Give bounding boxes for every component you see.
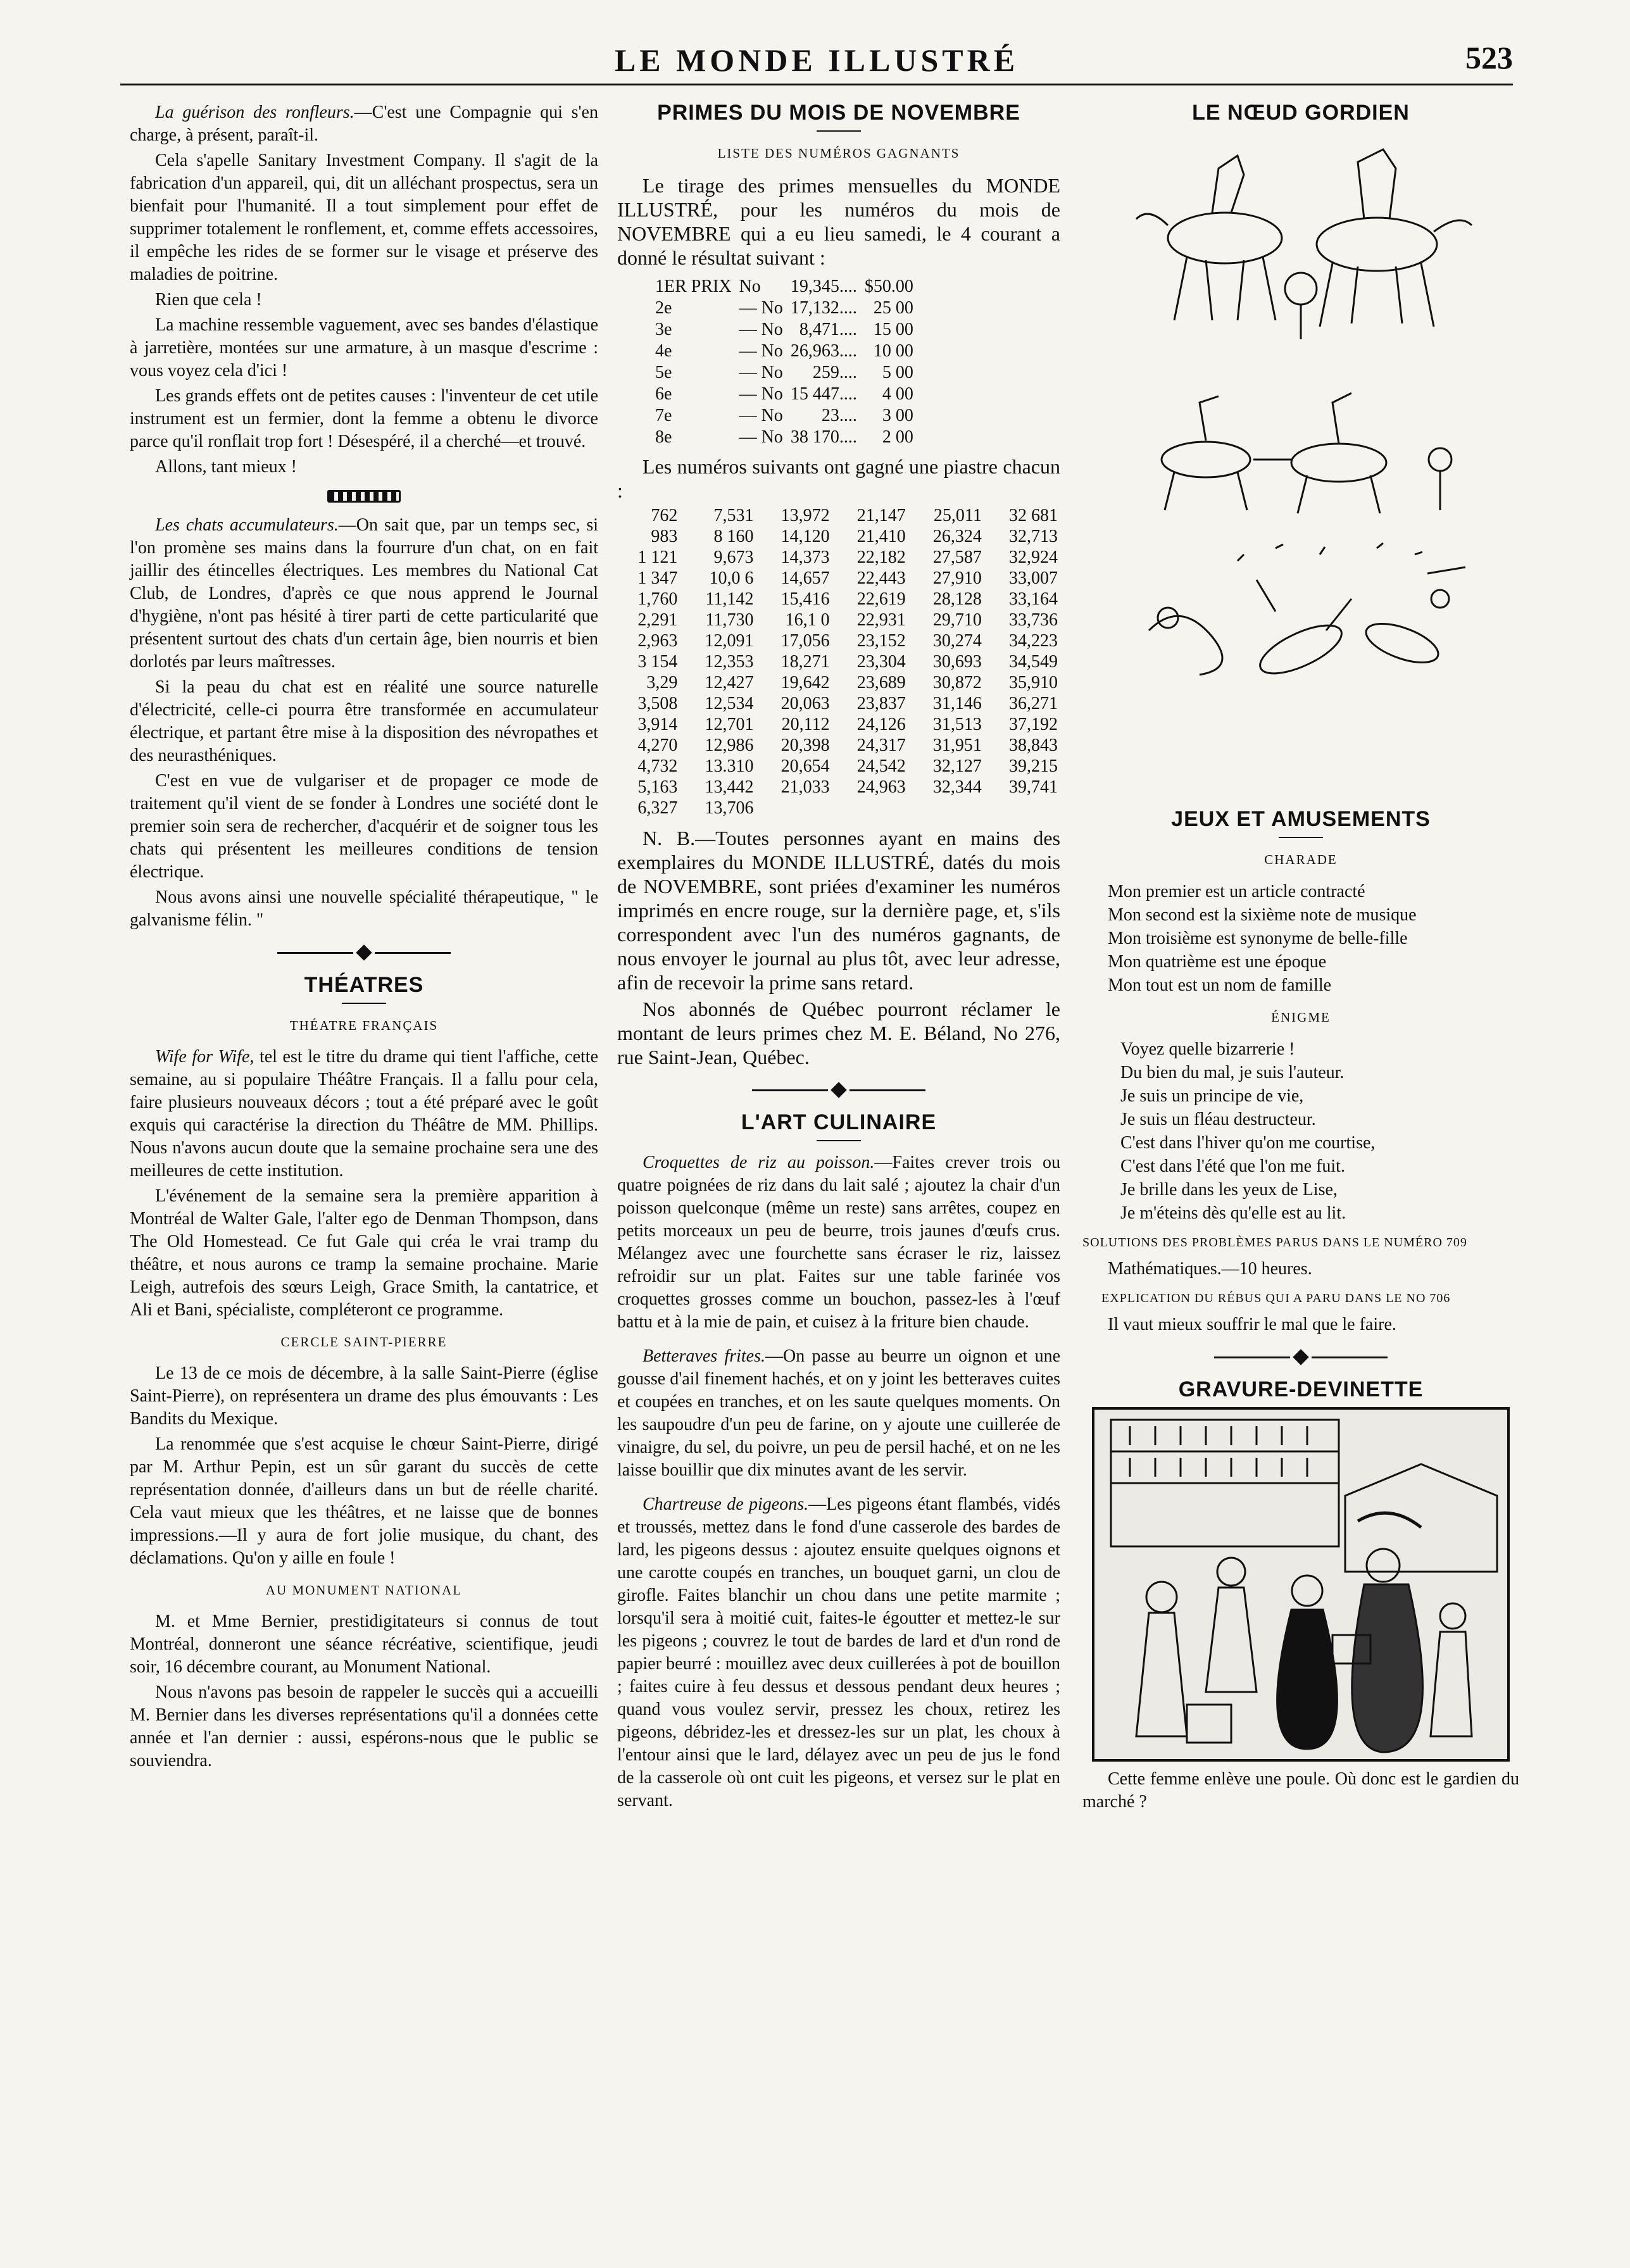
winning-number: 4,732 xyxy=(637,756,678,776)
column-middle xyxy=(617,101,1060,1815)
winning-number: 13,706 xyxy=(705,798,754,818)
numbers-row xyxy=(617,693,1060,714)
winning-number: 35,910 xyxy=(1009,673,1058,692)
subhead-cercle-saint-pierre: CERCLE SAINT-PIERRE xyxy=(280,1334,448,1350)
prize-num: 38 170.... xyxy=(790,427,857,447)
winning-number: 5,163 xyxy=(637,777,678,797)
numbers-row xyxy=(617,505,1060,526)
winning-number: 32,127 xyxy=(932,756,982,776)
winning-number: 27,587 xyxy=(932,548,982,567)
numbers-row xyxy=(617,589,1060,610)
prize-amt: 4 00 xyxy=(882,384,913,404)
prize-rank: 7e xyxy=(655,406,672,425)
numbers-row xyxy=(617,777,1060,798)
winning-number: 3,508 xyxy=(637,694,678,713)
winning-number: 34,549 xyxy=(1009,652,1058,672)
winning-number: 20,398 xyxy=(781,736,830,755)
section-ornament xyxy=(327,490,401,503)
prize-num: 17,132.... xyxy=(790,298,857,318)
prize-num: 23.... xyxy=(821,406,857,425)
winning-number: 12,091 xyxy=(705,631,754,651)
explication-heading: EXPLICATION DU RÉBUS QUI A PARU DANS LE NO 706 xyxy=(1101,1291,1451,1305)
winning-number: 22,443 xyxy=(856,568,906,588)
winning-number: 24,963 xyxy=(856,777,906,797)
winning-number xyxy=(756,798,832,818)
prize-num: 19,345.... xyxy=(790,277,857,296)
winning-number: 30,274 xyxy=(932,631,982,651)
section-divider xyxy=(617,1084,1060,1096)
winning-number: 24,126 xyxy=(856,715,906,734)
prize-row xyxy=(655,384,921,405)
prize-rank: 6e xyxy=(655,384,672,404)
winning-number xyxy=(908,798,984,818)
paragraph: N. B.—Toutes personnes ayant en mains des exemplaires du MONDE ILLUSTRÉ, datés du mois de NOVEMBRE, sont priées d'examiner les numéros imprimés en encre rouge, sur la dernière page, et, s'ils correspondent avec l'un des numéros gagnants, de nous envoyer le journal au plus tôt, avec leur adresse, afin de recevoir la prime sans retard. xyxy=(617,827,1060,994)
winning-number: 7,531 xyxy=(713,506,754,525)
winning-number: 10,0 6 xyxy=(709,568,754,588)
numbers-row xyxy=(617,610,1060,630)
winning-number: 22,182 xyxy=(856,548,906,567)
winning-number: 27,910 xyxy=(932,568,982,588)
prize-no: — No xyxy=(739,363,783,382)
winning-number: 21,033 xyxy=(781,777,830,797)
prize-row xyxy=(655,427,921,448)
winning-number: 13,442 xyxy=(705,777,754,797)
charade-text xyxy=(1108,880,1519,997)
winning-number: 1 121 xyxy=(637,548,678,567)
section-title-noeud: LE NŒUD GORDIEN xyxy=(1192,101,1410,125)
winning-number: 36,271 xyxy=(1009,694,1058,713)
paragraph: La renommée que s'est acquise le chœur Saint-Pierre, dirigé par M. Arthur Pepin, est un sûr garant du succès de cette représentation donnée, d'ailleurs dans un but de réelle charité. Cela vaut mieux que les théâtres, et ne laisse que de bonnes impressions.—Il y aura de fort jolie musique, du chant, des déclamations. Qu'on y aille en foule ! xyxy=(130,1434,598,1568)
page-number: 523 xyxy=(1465,40,1513,75)
paragraph: Rien que cela ! xyxy=(155,290,262,310)
charade-line: Mon quatrième est une époque xyxy=(1108,952,1327,972)
section-title-culinaire: L'ART CULINAIRE xyxy=(741,1110,937,1134)
prize-no: — No xyxy=(739,406,783,425)
recipe-betteraves xyxy=(617,1345,1060,1482)
winning-number: 1,760 xyxy=(637,589,678,609)
numbers-row xyxy=(617,526,1060,547)
numbers-row xyxy=(617,735,1060,756)
winning-number: 2,963 xyxy=(637,631,678,651)
prize-num: 8,471.... xyxy=(799,320,857,339)
prize-no: — No xyxy=(739,298,783,318)
prize-rank: 1ER PRIX xyxy=(655,277,732,296)
charade-line: Mon troisième est synonyme de belle-fille xyxy=(1108,929,1408,948)
paragraph xyxy=(130,1046,598,1182)
enigme-line: Je m'éteins dès qu'elle est au lit. xyxy=(1120,1203,1346,1223)
winning-number: 31,146 xyxy=(932,694,982,713)
prize-row xyxy=(655,341,921,362)
paragraph: La machine ressemble vaguement, avec ses bandes d'élastique à jarretière, montées sur une armature, à un masque d'escrime : vous voyez cela d'ici ! xyxy=(130,315,598,380)
engraving-caption: Cette femme enlève une poule. Où donc est le gardien du marché ? xyxy=(1082,1769,1519,1812)
winning-numbers-table xyxy=(617,505,1060,818)
winning-number: 12,701 xyxy=(705,715,754,734)
winning-number: 28,128 xyxy=(932,589,982,609)
prize-amt: 15 00 xyxy=(873,320,913,339)
recipe-text: —Les pigeons étant flambés, vidés et troussés, mettez dans le fond d'une casserole des bardes de lard, les pigeons dessus : ajoutez ensuite quelques oignons et une carotte coupés en tranches, un bouquet garni, un clou de girofle. Faites blanchir un chou dans une petite marmite ; lorsqu'il sera à moitié cuit, faites-le égoutter et mettez-le sur les pigeons ; couvrez le tout de bardes de lard et d'un rond de papier beurré : mouillez avec deux cuillerées à pot de bouillon ; faites cuire à feu dessus et dessous pendant deux heures ; quand vous voulez servir, pressez les choux, retirez les pigeons, débridez-les et dressez-les sur un plat, les choux à l'entour ainsi que le lard, délayez avec un peu de jus le fond de la casserole où ont cuit les pigeons, et versez sur le plat en servant. xyxy=(617,1494,1061,1810)
winning-number: 30,872 xyxy=(932,673,982,692)
prize-rank: 8e xyxy=(655,427,672,447)
enigme-line: Je suis un fléau destructeur. xyxy=(1120,1110,1316,1129)
winning-number: 17,056 xyxy=(781,631,830,651)
winning-number: 13,972 xyxy=(781,506,830,525)
prize-no: — No xyxy=(739,427,783,447)
prize-row xyxy=(655,405,921,427)
paragraph: Le 13 de ce mois de décembre, à la salle Saint-Pierre (église Saint-Pierre), on représentera un drame des plus émouvants : Les Bandits du Mexique. xyxy=(130,1363,598,1429)
winning-number: 13.310 xyxy=(705,756,754,776)
winning-number: 39,215 xyxy=(1009,756,1058,776)
newspaper-title: LE MONDE ILLUSTRÉ xyxy=(614,42,1019,78)
paragraph: Cela s'apelle Sanitary Investment Company. Il s'agit de la fabrication d'un appareil, qui, dit un alléchant prospectus, sera un bienfait pour l'humanité. Il a tout simplement pour effet de supprimer totalement le ronflement, et, comme effets accessoires, il empêche les rides de se former sur le visage et préserve des maladies de poitrine. xyxy=(130,151,598,284)
winning-number: 2,291 xyxy=(637,610,678,630)
paragraph-text: , tel est le titre du drame qui tient l'affiche, cette semaine, au si populaire Théâtre Français. Il a fallu pour cela, faire plusieurs nouveaux décors ; tout a été préparé avec le goût exquis qui caractérise la direction du Théâtre de MM. Phillips. Nous n'avons aucun doute que la semaine prochaine sera une des meilleures de cette institution. xyxy=(130,1047,598,1181)
winning-number: 11,730 xyxy=(705,610,754,630)
winning-number xyxy=(984,798,1060,818)
article-lead: Les chats accumulateurs. xyxy=(155,515,339,535)
subhead-theatre-francais: THÉATRE FRANÇAIS xyxy=(289,1018,439,1033)
subhead-liste: LISTE DES NUMÉROS GAGNANTS xyxy=(717,146,960,161)
paragraph: Nous avons ainsi une nouvelle spécialité thérapeutique, " le galvanisme félin. " xyxy=(130,887,598,930)
section-title-jeux: JEUX ET AMUSEMENTS xyxy=(1171,807,1431,831)
prize-rank: 5e xyxy=(655,363,672,382)
winning-number: 32,713 xyxy=(1009,527,1058,546)
winning-number: 38,843 xyxy=(1009,736,1058,755)
numbers-row xyxy=(617,714,1060,735)
enigme-line: Je suis un principe de vie, xyxy=(1120,1086,1304,1106)
paragraph: L'événement de la semaine sera la première apparition à Montréal de Walter Gale, l'alter ego de Denman Thompson, dans The Old Homestead. Ce fut Gale qui créa le vrai tramp du théâtre, et nous aurons ce tramp la semaine prochaine. Marie Leigh, autrefois des sœurs Leigh, Grace Smith, la cantatrice, et Ali et Bani, spécialiste, compléteront ce programme. xyxy=(130,1186,598,1320)
winning-number: 20,112 xyxy=(781,715,830,734)
title-rule xyxy=(342,1003,386,1004)
winning-number: 20,654 xyxy=(781,756,830,776)
article-chats xyxy=(130,514,598,674)
solutions-text: Mathématiques.—10 heures. xyxy=(1108,1259,1312,1279)
recipe-text: —Faites crever trois ou quatre poignées de riz dans du lait salé ; ajoutez la chair d'un poisson quelconque (même un reste) sans arrêtes, coupez en petits morceaux un peu de beurre, trois jaunes d'œufs crus. Mélangez avec une fourchette sans écraser le riz, laissez refroidir sur un plat. Faites sur une table farinée vos croquettes grosses comme un bouchon, passez-les à l'œuf battu et à la mie de pain, et cuisez à la friture bien chaude. xyxy=(617,1153,1061,1332)
paragraph: C'est en vue de vulgariser et de propager ce mode de traitement qu'il vient de se fonder à Londres une société dont le premier soin sera de rechercher, d'acquérir et de soigner tous les chats qui présentent les meilleures conditions de tension électrique. xyxy=(130,771,598,882)
prize-table xyxy=(655,276,921,448)
numbers-row xyxy=(617,568,1060,589)
winning-number: 22,931 xyxy=(856,610,906,630)
recipe-chartreuse xyxy=(617,1493,1060,1812)
prize-rank: 3e xyxy=(655,320,672,339)
winning-number: 3,914 xyxy=(637,715,678,734)
paragraph: Nous n'avons pas besoin de rappeler le succès qui a accueilli M. Bernier dans les diverses représentations qu'il a données cette année et l'an dernier : aussi, espérons-nous que le public se souviendra. xyxy=(130,1682,598,1770)
prize-no: — No xyxy=(739,320,783,339)
section-divider xyxy=(1082,1351,1519,1363)
prize-no: — No xyxy=(739,341,783,361)
paragraph: Allons, tant mieux ! xyxy=(155,457,297,477)
winning-number: 32 681 xyxy=(1009,506,1058,525)
winning-number: 1 347 xyxy=(637,568,678,588)
article-ronfleurs xyxy=(130,101,598,147)
winning-number: 6,327 xyxy=(637,798,678,818)
prize-amt: 5 00 xyxy=(882,363,913,382)
subhead-monument-national: AU MONUMENT NATIONAL xyxy=(265,1582,463,1598)
cartoon-illustration xyxy=(1111,130,1491,789)
article-lead: La guérison des ronfleurs. xyxy=(155,103,354,122)
winning-number: 12,427 xyxy=(705,673,754,692)
prize-amt: $50.00 xyxy=(864,277,913,296)
paragraph: M. et Mme Bernier, prestidigitateurs si connus de tout Montréal, donneront une séance récréative, scientifique, jeudi soir, 16 décembre courant, au Monument National. xyxy=(130,1612,598,1677)
winning-number: 3 154 xyxy=(637,652,678,672)
enigme-text xyxy=(1120,1037,1519,1225)
subhead-enigme: ÉNIGME xyxy=(1271,1010,1331,1025)
numbers-row xyxy=(617,672,1060,693)
winning-number: 26,324 xyxy=(932,527,982,546)
winning-number: 23,837 xyxy=(856,694,906,713)
prize-row xyxy=(655,298,921,319)
winning-number: 30,693 xyxy=(932,652,982,672)
numbers-row xyxy=(617,630,1060,651)
winning-number: 22,619 xyxy=(856,589,906,609)
winning-number: 18,271 xyxy=(781,652,830,672)
winning-number: 16,1 0 xyxy=(785,610,830,630)
winning-number: 14,120 xyxy=(781,527,830,546)
section-title-theatres: THÉATRES xyxy=(304,973,424,997)
recipe-croquettes xyxy=(617,1151,1060,1334)
paragraph: Les grands effets ont de petites causes : l'inventeur de cet utile instrument est un fermier, dont la femme a obtenu le divorce parce qu'il ronflait trop fort ! Désespéré, il a cherché—et trouvé. xyxy=(130,386,598,451)
winning-number: 14,657 xyxy=(781,568,830,588)
prize-no: No xyxy=(739,277,761,296)
numbers-row xyxy=(617,798,1060,818)
winning-number: 33,736 xyxy=(1009,610,1058,630)
winning-number: 31,951 xyxy=(932,736,982,755)
winning-number: 32,924 xyxy=(1009,548,1058,567)
winning-number: 11,142 xyxy=(705,589,754,609)
prize-rank: 2e xyxy=(655,298,672,318)
numbers-row xyxy=(617,547,1060,568)
solutions-heading: SOLUTIONS DES PROBLÈMES PARUS DANS LE NUMÉRO 709 xyxy=(1082,1236,1467,1250)
subhead-charade: CHARADE xyxy=(1264,852,1338,867)
charade-line: Mon tout est un nom de famille xyxy=(1108,975,1332,995)
recipe-title: Chartreuse de pigeons. xyxy=(643,1494,809,1514)
winning-number: 12,986 xyxy=(705,736,754,755)
section-title-gravure: GRAVURE-DEVINETTE xyxy=(1178,1377,1424,1401)
winning-number: 8 160 xyxy=(713,527,754,546)
prize-amt: 3 00 xyxy=(882,406,913,425)
section-title-primes: PRIMES DU MOIS DE NOVEMBRE xyxy=(657,101,1020,125)
play-title: Wife for Wife xyxy=(155,1047,250,1067)
recipe-text: —On passe au beurre un oignon et une gousse d'ail finement hachés, et on y joint les betteraves cuites et coupées en tranches, et on les saute quelques moments. On les saupoudre d'un peu de farine, on y ajoute une cuillerée de vinaigre, du sel, du poivre, un peu de persil haché, et on ne les laisse bouillir que dix minutes avant de les servir. xyxy=(617,1346,1060,1480)
winning-number: 14,373 xyxy=(781,548,830,567)
prize-row xyxy=(655,362,921,384)
winning-number: 34,223 xyxy=(1009,631,1058,651)
winning-number: 24,317 xyxy=(856,736,906,755)
winning-number: 12,353 xyxy=(705,652,754,672)
winning-number: 39,741 xyxy=(1009,777,1058,797)
prize-row xyxy=(655,319,921,341)
winning-number: 29,710 xyxy=(932,610,982,630)
recipe-title: Betteraves frites. xyxy=(643,1346,765,1366)
article-text: —On sait que, par un temps sec, si l'on promène ses mains dans la fourrure d'un chat, on en fait jaillir des étincelles électriques. Les membres du National Cat Club, de Londres, d'après ce que nous apprend le Journal d'hygiène, n'ont pas hésité à tirer parti de cette particularité que présentent surtout des chats d'un certain âge, bien nourris et bien dorlotés par leurs maîtresses. xyxy=(130,515,599,672)
enigme-line: Je brille dans les yeux de Lise, xyxy=(1120,1180,1338,1200)
winning-number: 20,063 xyxy=(781,694,830,713)
prize-amt: 25 00 xyxy=(873,298,913,318)
winning-number: 21,147 xyxy=(856,506,906,525)
winning-number: 33,007 xyxy=(1009,568,1058,588)
numbers-row xyxy=(617,756,1060,777)
winning-number: 983 xyxy=(651,527,678,546)
title-rule xyxy=(817,1140,861,1141)
charade-line: Mon premier est un article contracté xyxy=(1108,882,1365,901)
paragraph: Si la peau du chat est en réalité une source naturelle d'électricité, celle-ci pourra être transformée en accumulateur électrique, et partant être mise à la disposition des névropathes et des neurasthéniques. xyxy=(130,677,598,765)
winning-number xyxy=(832,798,908,818)
paragraph: Nos abonnés de Québec pourront réclamer le montant de leurs primes chez M. E. Béland, No 276, rue Saint-Jean, Québec. xyxy=(617,998,1060,1068)
winning-number: 23,304 xyxy=(856,652,906,672)
paragraph: Les numéros suivants ont gagné une piastre chacun : xyxy=(617,455,1060,502)
numbers-row xyxy=(617,651,1060,672)
winning-number: 31,513 xyxy=(932,715,982,734)
winning-number: 23,689 xyxy=(856,673,906,692)
column-left xyxy=(130,101,598,1775)
winning-number: 24,542 xyxy=(856,756,906,776)
recipe-title: Croquettes de riz au poisson. xyxy=(643,1153,875,1172)
winning-number: 3,29 xyxy=(646,673,678,692)
enigme-line: Du bien du mal, je suis l'auteur. xyxy=(1120,1063,1345,1082)
winning-number: 4,270 xyxy=(637,736,678,755)
title-rule xyxy=(817,130,861,132)
prize-row xyxy=(655,276,921,298)
prize-amt: 2 00 xyxy=(882,427,913,447)
winning-number: 21,410 xyxy=(856,527,906,546)
winning-number: 9,673 xyxy=(713,548,754,567)
winning-number: 37,192 xyxy=(1009,715,1058,734)
prize-num: 26,963.... xyxy=(790,341,857,361)
column-right xyxy=(1082,101,1519,1816)
explication-text: Il vaut mieux souffrir le mal que le faire. xyxy=(1108,1315,1396,1334)
winning-number: 32,344 xyxy=(932,777,982,797)
prize-rank: 4e xyxy=(655,341,672,361)
winning-number: 25,011 xyxy=(933,506,982,525)
charade-line: Mon second est la sixième note de musique xyxy=(1108,905,1417,925)
paragraph: Le tirage des primes mensuelles du MONDE ILLUSTRÉ, pour les numéros du mois de NOVEMBRE qui a eu lieu samedi, le 4 courant a donné le résultat suivant : xyxy=(617,174,1060,269)
winning-number: 19,642 xyxy=(781,673,830,692)
prize-no: — No xyxy=(739,384,783,404)
prize-num: 259.... xyxy=(812,363,857,382)
enigme-line: C'est dans l'hiver qu'on me courtise, xyxy=(1120,1133,1376,1153)
enigme-line: C'est dans l'été que l'on me fuit. xyxy=(1120,1156,1345,1176)
winning-number: 33,164 xyxy=(1009,589,1058,609)
prize-num: 15 447.... xyxy=(790,384,857,404)
puzzle-engraving xyxy=(1092,1407,1510,1762)
masthead xyxy=(120,39,1513,85)
winning-number: 12,534 xyxy=(705,694,754,713)
article-text: —C'est une Compagnie qui s'en charge, à présent, paraît-il. xyxy=(130,103,598,145)
title-rule xyxy=(1279,837,1323,838)
prize-amt: 10 00 xyxy=(873,341,913,361)
winning-number: 762 xyxy=(651,506,678,525)
winning-number: 15,416 xyxy=(781,589,830,609)
winning-number: 23,152 xyxy=(856,631,906,651)
enigme-line: Voyez quelle bizarrerie ! xyxy=(1120,1039,1295,1059)
section-divider xyxy=(130,947,598,958)
